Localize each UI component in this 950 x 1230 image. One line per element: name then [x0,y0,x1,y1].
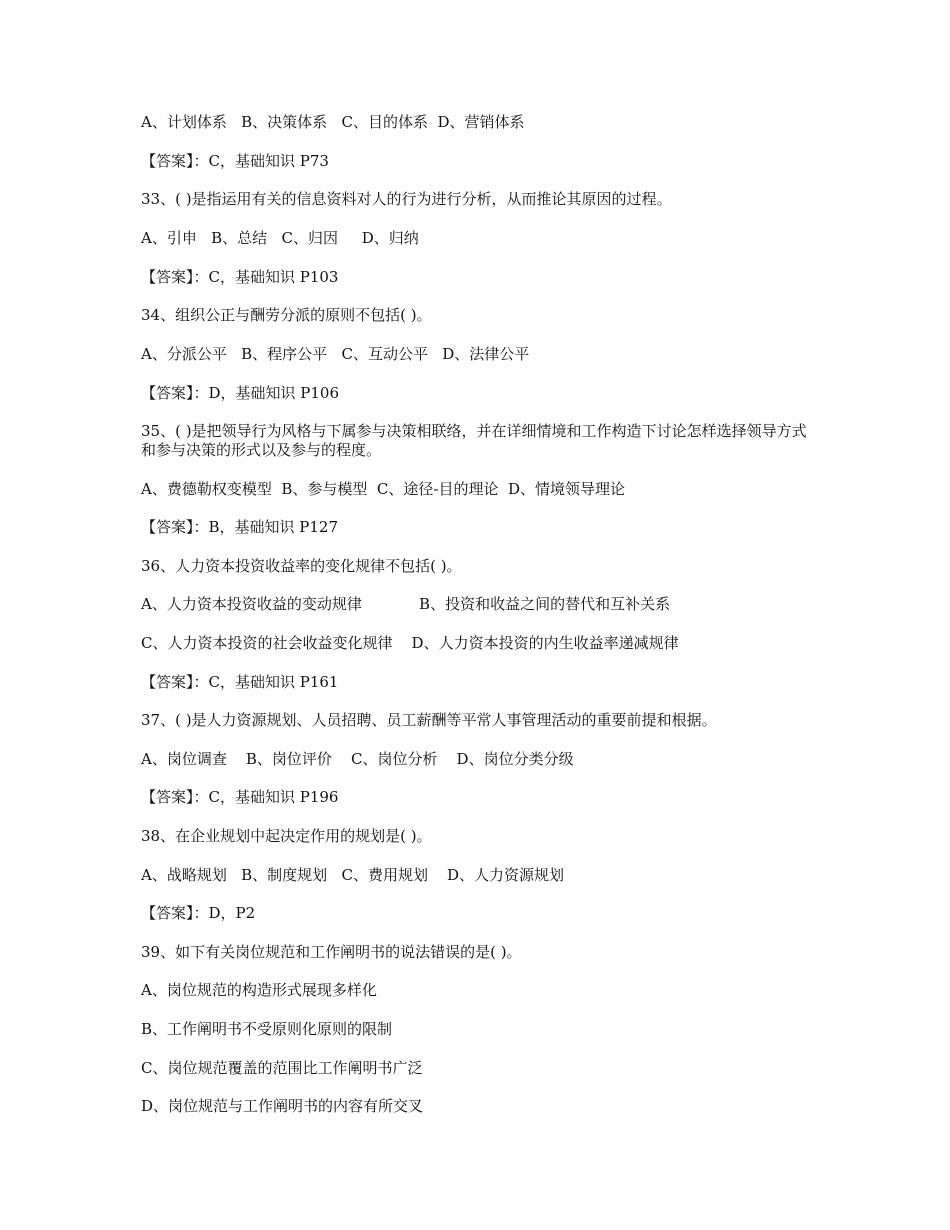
q37-question: 37、( )是人力资源规划、人员招聘、员工薪酬等平常人事管理活动的重要前提和根据。 [141,711,717,729]
q36-answer: 【答案】：C，基础知识 P161 [141,673,339,691]
q32-answer: 【答案】：C，基础知识 P73 [141,152,329,170]
q33-question: 33、( )是指运用有关的信息资料对人的行为进行分析，从而推论其原因的过程。 [141,190,672,208]
q36-options-cd: C、人力资本投资的社会收益变化规律 D、人力资本投资的内生收益率递减规律 [141,634,679,652]
q35-answer: 【答案】：B，基础知识 P127 [141,518,339,536]
q39-option-c: C、岗位规范覆盖的范围比工作阐明书广泛 [141,1059,423,1077]
q33-options: A、引申 B、总结 C、归因 D、归纳 [141,229,419,247]
q33-answer: 【答案】：C，基础知识 P103 [141,268,339,286]
q39-option-a: A、岗位规范的构造形式展现多样化 [141,981,377,999]
q38-options: A、战略规划 B、制度规划 C、费用规划 D、人力资源规划 [141,866,565,884]
q36-question: 36、人力资本投资收益率的变化规律不包括( )。 [141,557,462,575]
q37-options: A、岗位调查 B、岗位评价 C、岗位分析 D、岗位分类分级 [141,750,574,768]
q39-option-b: B、工作阐明书不受原则化原则的限制 [141,1020,393,1038]
q34-answer: 【答案】：D，基础知识 P106 [141,384,340,402]
q36-options-ab: A、人力资本投资收益的变动规律 B、投资和收益之间的替代和互补关系 [141,595,671,613]
q35-question: 35、( )是把领导行为风格与下属参与决策相联络，并在详细情境和工作构造下讨论怎样选择领导方式和参与决策的形式以及参与的程度。 [141,422,807,459]
q39-question: 39、如下有关岗位规范和工作阐明书的说法错误的是( )。 [141,943,522,961]
q34-options: A、分派公平 B、程序公平 C、互动公平 D、法律公平 [141,345,530,363]
q37-answer: 【答案】：C，基础知识 P196 [141,788,339,806]
q32-options: A、计划体系 B、决策体系 C、目的体系 D、营销体系 [141,113,525,131]
q34-question: 34、组织公正与酬劳分派的原则不包括( )。 [141,306,432,324]
q39-option-d: D、岗位规范与工作阐明书的内容有所交叉 [141,1097,424,1115]
q38-question: 38、在企业规划中起决定作用的规划是( )。 [141,827,432,845]
q35-options: A、费德勒权变模型 B、参与模型 C、途径-目的理论 D、情境领导理论 [141,480,626,498]
q38-answer: 【答案】：D，P2 [141,904,256,922]
